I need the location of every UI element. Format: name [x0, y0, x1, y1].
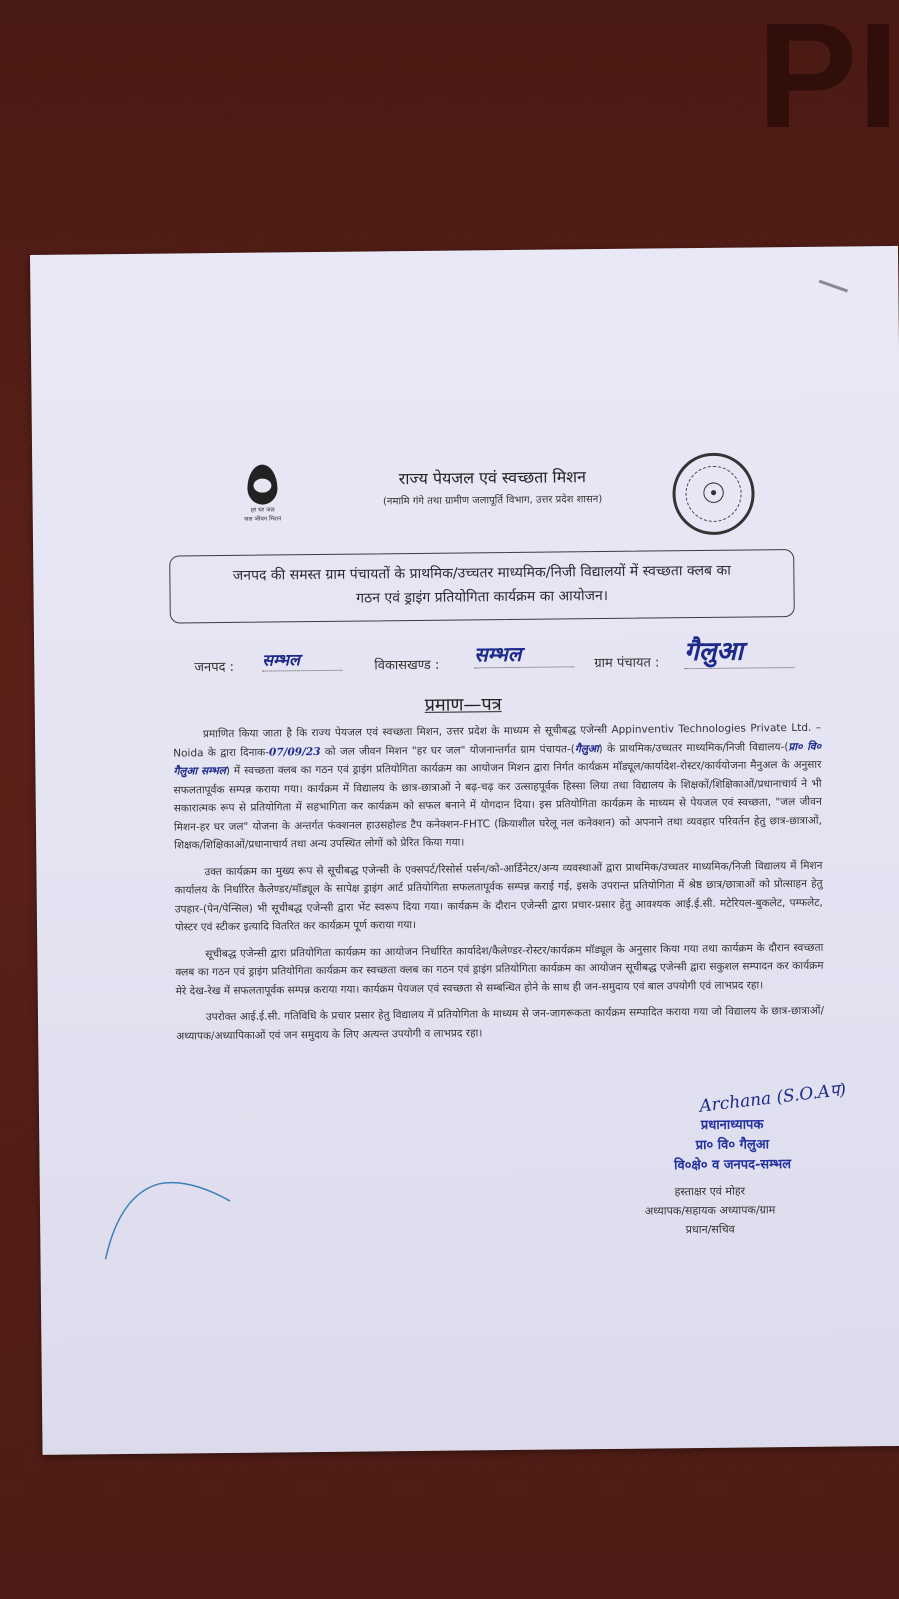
- pen-mark-scribble: [100, 1173, 241, 1264]
- logo-text: हर घर जल: [250, 506, 275, 514]
- p1-text-c: ) के प्राथमिक/उच्चतर माध्यमिक/निजी विद्यालय-(: [598, 740, 789, 755]
- stamp-district: वि०क्षे० व जनपद-सम्भल: [674, 1157, 792, 1174]
- background-poster: PI: [757, 0, 899, 150]
- paragraph-3: सूचीबद्ध एजेन्सी द्वारा प्रतियोगिता कार्यक्रम का आयोजन निर्धारित कार्यादेश/कैलेण्डर-रोस्टर/कार्यक्रम मॉड्यूल के अनुसार किया गया तथा कार्यक्रम के दौरान स्वच्छता क्लब का गठन एवं ड्राइंग प्रतियोगिता कार्यक्रम कर स्वच्छता क्लब का गठन एवं ड्राइंग प्रतियोगिता कार्यक्रम का आयोजन सूचीबद्ध एजेन्सी द्वारा सकुशल सम्पादन कर कार्यक्रम मेरे देख-रेख में सफलतापूर्वक सम्पन्न कराया गया। कार्यक्रम पेयजल एवं स्वच्छता से सम्बन्धित होने के साथ ही जन-समुदाय एवं बाल उपयोगी एवं लाभप्रद रहा।: [175, 941, 824, 998]
- certificate-page: [30, 246, 899, 1455]
- headmaster-stamp: [637, 1115, 828, 1177]
- seal-emblem-icon: ☉: [685, 466, 742, 523]
- district-value: सम्भल: [262, 648, 342, 672]
- certificate-body: [173, 719, 824, 1054]
- p1-school-name: प्रा० वि० गैलुआ: [173, 740, 822, 778]
- staple: [819, 280, 848, 293]
- banner-line-1: जनपद की समस्त ग्राम पंचायतों के प्राथमिक/उच्चतर माध्यमिक/निजी विद्यालयों में स्वच्छता क्लब का: [232, 562, 731, 584]
- p1-text-d: ) में स्वच्छता क्लब का गठन एवं ड्राइंग प्रतियोगिता कार्यक्रम का आयोजन मिशन द्वारा निर्गत कार्यक्रम मॉड्यूल/कार्यादेश-रोस्टर/कार्ययोजना मैनुअल के अनुसार सफलतापूर्वक सम्पन्न कराया गया। कार्यक्रम में विद्यालय के छात्र-छात्राओं ने बढ़-चढ़ कर उत्साहपूर्वक हिस्सा लिया तथा विद्यालय के शिक्षकों/शिक्षिकाओं/प्रधानाचार्य ने भी सकारात्मक रूप से प्रतियोगिता में सहभागिता कर कार्यक्रम को सफल बनाने में योगदान दिया। इस प्रतियोगिता कार्यक्रम के माध्यम से पेयजल एवं स्वच्छता, "जल जीवन मिशन-हर घर जल" योजना के अन्तर्गत फंक्शनल हाउसहोल्ड टैप कनेक्शन-FHTC (क्रियाशील घरेलू नल कनेक्शन) को अपनाने तथा व्यवहार परिवर्तन हेतु छात्र-छात्राओं, शिक्षक/शिक्षिकाओं/प्रधानाचार्य तथा अन्य उपस्थित लोगों को प्रेरित किया गया।: [173, 758, 823, 852]
- p1-gram-panchayat: गैलुआ: [574, 742, 599, 755]
- block-value: सम्भल: [474, 639, 574, 668]
- program-date: 07/09/23: [268, 745, 321, 759]
- caption-line-1: हस्ताक्षर एवं मोहर: [674, 1184, 746, 1199]
- paragraph-4: उपरोक्त आई.ई.सी. गतिविधि के प्रचार प्रसार हेतु विद्यालय में प्रतियोगिता के माध्यम से जन-जागरूकता कार्यक्रम सम्पादित कराया गया जो विद्यालय के छात्र-छात्राओं/अध्यापक/अध्यापिकाओं एवं जन समुदाय के लिए अत्यन्त उपयोगी व लाभप्रद रहा।: [176, 1004, 825, 1043]
- signature-caption: [600, 1181, 821, 1240]
- stamp-school: प्रा० वि० गैलुआ: [695, 1137, 770, 1154]
- paragraph-1: [173, 719, 822, 855]
- block-label: विकासखण्ड :: [374, 657, 440, 674]
- certificate-title: प्रमाण—पत्र: [424, 694, 502, 716]
- paragraph-2: उक्त कार्यक्रम का मुख्य रूप से सूचीबद्ध एजेन्सी के एक्सपर्ट/रिसोर्स पर्सन/को-आर्डिनेटर/अन्य व्यवस्थाओं द्वारा प्राथमिक/उच्चतर माध्यमिक/निजी विद्यालय में मिशन कार्यालय के निर्धारित कैलेण्डर/मॉड्यूल के सापेक्ष ड्राइंग आर्ट प्रतियोगिता सफलतापूर्वक सम्पन्न कराई गई, इसके उपरान्त प्रतियोगिता में श्रेष्ठ छात्र/छात्राओं को प्रोत्साहन हेतु उपहार-(पेन/पेन्सिल) भी सूचीबद्ध एजेन्सी द्वारा भेंट स्वरूप दिया गया। कार्यक्रम के दौरान एजेन्सी द्वारा प्रचार-प्रसार हेतु आवश्यक आई.ई.सी. मटेरियल-बुकलेट, पम्फलेट, पोस्टर एवं स्टीकर इत्यादि वितरित कर कार्यक्रम पूर्ण कराया गया।: [174, 859, 823, 934]
- p1-text-a: प्रमाणित किया जाता है कि राज्य पेयजल एवं स्वच्छता मिशन, उत्तर प्रदेश के माध्यम से सूचीबद्ध एजेन्सी Appinventiv Technologies Private Ltd. – Noida के द्वारा दिनाक-: [173, 721, 822, 760]
- mission-subtitle: (नमामि गंगे तथा ग्रामीण जलापूर्ति विभाग, उत्तर प्रदेश शासन): [382, 494, 603, 508]
- p1-text-b: को जल जीवन मिशन "हर घर जल" योजनान्तर्गत ग्राम पंचायत-(: [324, 742, 575, 758]
- caption-line-2: अध्यापक/सहायक अध्यापक/ग्राम: [644, 1203, 776, 1218]
- document-header: [322, 464, 662, 508]
- caption-line-3: प्रधान/सचिव: [685, 1222, 735, 1237]
- logo-caption: जल जीवन मिशन: [243, 515, 282, 523]
- gram-panchayat-label: ग्राम पंचायत :: [594, 655, 660, 672]
- gram-panchayat-value: गैलुआ: [684, 631, 794, 669]
- subject-banner: [169, 549, 795, 624]
- handwritten-signature: Archana (S.O.Aप): [698, 1079, 848, 1117]
- stamp-designation: प्रधानाध्यापक: [700, 1117, 764, 1134]
- water-drop-icon: [247, 464, 277, 504]
- mission-title: राज्य पेयजल एवं स्वच्छता मिशन: [398, 467, 587, 489]
- location-fields: [194, 636, 814, 679]
- up-govt-seal-icon: [672, 452, 755, 535]
- district-label: जनपद :: [194, 659, 235, 676]
- jal-jeevan-mission-logo: [222, 464, 303, 523]
- p1-block-name: सम्भल: [201, 764, 226, 778]
- banner-line-2: गठन एवं ड्राइंग प्रतियोगिता कार्यक्रम का आयोजन।: [356, 587, 609, 607]
